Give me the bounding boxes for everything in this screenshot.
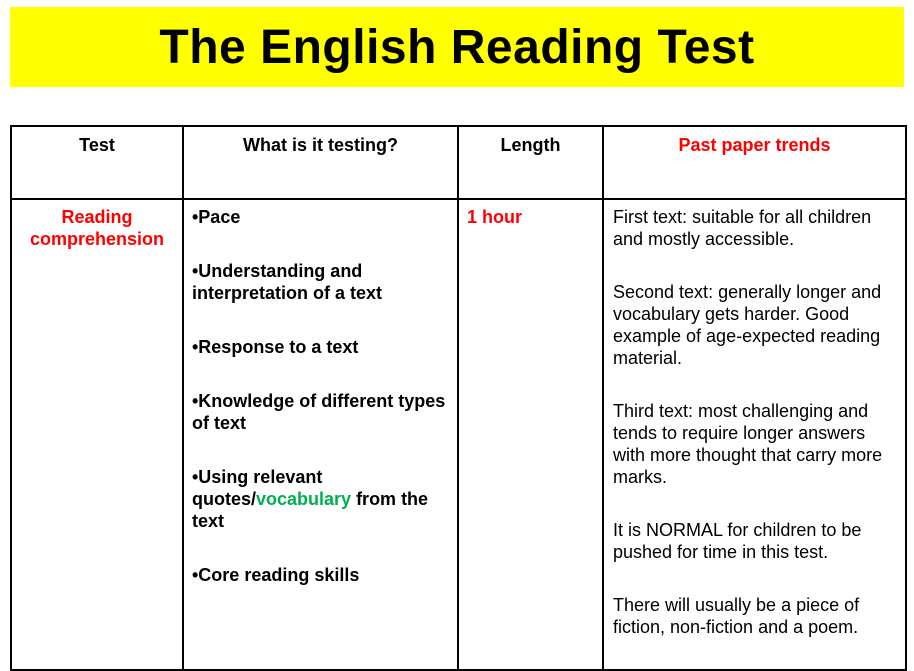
skill-item: •Core reading skills [192,565,360,585]
skill-quotes-after: from the text [192,489,429,531]
title-banner [10,7,904,87]
header-trends: Past paper trends [603,126,906,199]
table-header-row [11,126,906,199]
skill-item: •Understanding and interpretation of a text [192,261,383,303]
trend-item: Second text: generally longer and vocabulary gets harder. Good example of age-expected reading material. [613,282,882,368]
header-length: Length [458,126,603,199]
skill-quotes-before: •Using relevant quotes/ [192,467,323,509]
skill-item-quotes [192,466,449,532]
skill-quotes-highlight: vocabulary [256,489,352,509]
reading-test-table [10,125,907,671]
table-row [11,199,906,670]
skill-item: •Knowledge of different types of text [192,391,446,433]
cell-test-name: Reading comprehension [11,199,183,670]
skill-item: •Response to a text [192,337,359,357]
skill-item: •Pace [192,207,241,227]
cell-trends [603,199,906,670]
trend-item: There will usually be a piece of fiction, non-fiction and a poem. [613,595,860,637]
header-test: Test [11,126,183,199]
trend-item: Third text: most challenging and tends to require longer answers with more thought that carry more marks. [613,401,883,487]
cell-length: 1 hour [458,199,603,670]
cell-what-testing [183,199,458,670]
trend-item: It is NORMAL for children to be pushed for time in this test. [613,520,862,562]
page-title: The English Reading Test [159,20,755,74]
header-what: What is it testing? [183,126,458,199]
trend-item: First text: suitable for all children and mostly accessible. [613,207,872,249]
